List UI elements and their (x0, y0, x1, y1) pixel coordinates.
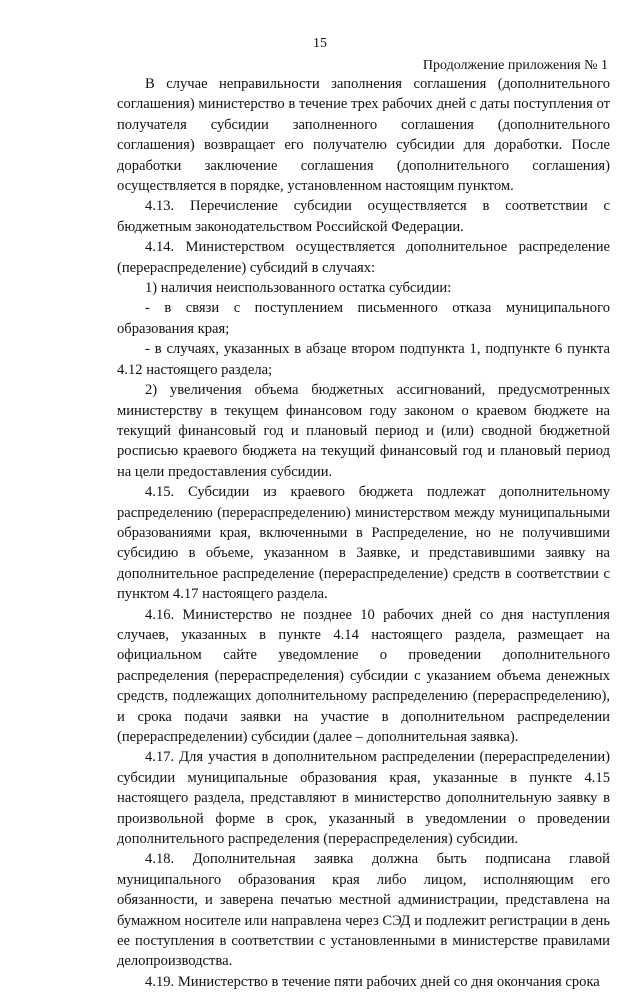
paragraph: 4.15. Субсидии из краевого бюджета подлежат дополнительному распределению (перераспределению) министерством между муниципальными образованиями края, включенными в Распределение, но не получившими субсидию в объеме, указанном в Заявке, и представившими заявку на дополнительное распределение (перераспределение) средств в соответствии с пунктом 4.17 настоящего раздела. (117, 484, 610, 603)
paragraph: 4.13. Перечисление субсидии осуществляется в соответствии с бюджетным законодательством Российской Федерации. (117, 198, 610, 235)
paragraph: 4.14. Министерством осуществляется дополнительное распределение (перераспределение) субсидий в случаях: (117, 239, 610, 276)
paragraph: 2) увеличения объема бюджетных ассигнований, предусмотренных министерству в текущем финансовом году законом о краевом бюджете на текущий финансовый год и плановый период и (или) сводной бюджетной росписью краевого бюджета на текущий финансовый год и плановый период на цели предоставления субсидии. (117, 382, 610, 480)
appendix-continuation-note: Продолжение приложения № 1 (422, 58, 608, 73)
paragraph: 4.18. Дополнительная заявка должна быть подписана главой муниципального образования края либо лицом, исполняющим его обязанности, и заверена печатью местной администрации, представлена на бумажном носителе или направлена через СЭД и подлежит регистрации в день ее поступления в соответствии с установленными в министерстве правилами делопроизводства. (117, 851, 610, 970)
paragraph: 1) наличия неиспользованного остатка субсидии: (145, 280, 452, 297)
page-number: 15 (313, 36, 327, 51)
paragraph: 4.17. Для участия в дополнительном распределении (перераспределении) субсидии муниципальные образования края, указанные в пункте 4.15 настоящего раздела, представляют в министерство дополнительную заявку в произвольной форме в срок, указанный в уведомлении о проведении дополнительного распределения (перераспределения) субсидии. (117, 749, 610, 848)
paragraph: 4.16. Министерство не позднее 10 рабочих дней со дня наступления случаев, указанных в пункте 4.14 настоящего раздела, размещает на официальном сайте уведомление о проведении дополнительного распределения (перераспределения) субсидии с указанием объема денежных средств, подлежащих дополнительному распределению (перераспределению), и срока подачи заявки на участие в дополнительном распределении (перераспределении) субсидии (далее – дополнительная заявка). (117, 606, 610, 745)
paragraph: - в случаях, указанных в абзаце втором подпункта 1, подпункте 6 пункта 4.12 настоящего раздела; (117, 341, 610, 378)
paragraph: - в связи с поступлением письменного отказа муниципального образования края; (117, 300, 610, 337)
document-body (117, 74, 610, 992)
paragraph: В случае неправильности заполнения соглашения (дополнительного соглашения) министерство в течение трех рабочих дней с даты поступления от получателя субсидии заполненного соглашения (дополнительного соглашения) возвращает его получателю субсидии для доработки. После доработки заключение соглашения (дополнительного соглашения) осуществляется в порядке, установленном настоящим пунктом. (117, 76, 610, 195)
paragraph: 4.19. Министерство в течение пяти рабочих дней со дня окончания срока (145, 973, 600, 990)
